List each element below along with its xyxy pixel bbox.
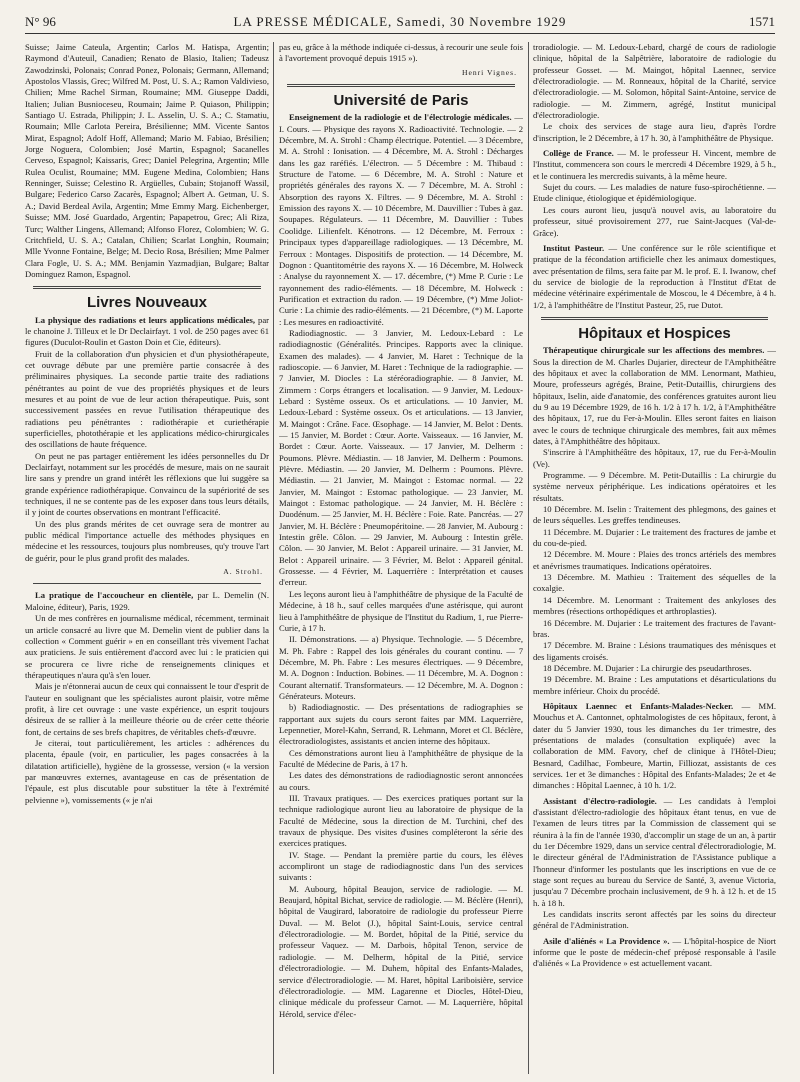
notice-paragraph: Les dates des démonstrations de radiodiagnostic seront annoncées au cours. — [279, 770, 523, 792]
subsection-title: Hôpitaux Laennec et Enfants-Malades-Necker. — [543, 700, 734, 711]
notice-body: — MM. Mouchus et A. Cantonnet, ophtalmologistes de ces hôpitaux, feront, à dater du 5 Janvier 1930, tous les dimanches du 1er trimestre, des présentations de malades (consultation expliquée) avec la collaboration de MM. Favory, chef de clinique à l'Hôtel-Dieu; Besnard, Cadilhac, Fombeure, Martin, Filliozat, assistants de ces services. 1er et 3e dimanches : Hôpital des Enfants-Malades; 2e et 4e dimanches : Hôpital Laennec, à 10 h. 1/2. — [533, 700, 776, 791]
review-paragraph: Je citerai, tout particulièrement, les articles : adhérences du placenta, épaule (voir, en particulier, les pages consacrées à la dilatation artificielle), hygiène de la grossesse, version (« la version par manœuvres externes, avantageuse en cas de présentation de l'épaule, est plus discutable pour substituer la tête à l'extrémité pelvienne »), vomissements (« je n'ai — [25, 737, 269, 805]
notice-body: — M. le professeur H. Vincent, membre de l'Institut, commencera son cours le mercredi 4 Décembre 1929, à 5 h., et le continuera les mercredis suivants, à la même heure. — [533, 148, 776, 181]
column-divider — [273, 42, 274, 1074]
course-schedule: — I. Cours. — Physique des rayons X. Radioactivité. Technologie. — 2 Décembre, M. A. Strohl : Champ électrique. Potentiel. — 3 Décembre, M. A. Strohl : Ionisation. — 4 Décembre, M. A. Strohl : Décharges dans les gaz raréfiés. L'électron. — 5 Décembre : M. Thibaud : Structure de l'atome. — 6 Décembre, M. A. Strohl : Nature et propriétés générales des rayons X. — 7 Décembre, M. A. Strohl : Absorption des rayons X. Filtres. — 9 Décembre, M. A. Strohl : Emission des rayons X. — 10 Décembre, M. Dauvillier : Tubes à gaz. Soupapes. Régulateurs. — 11 Décembre, M. Dauvillier : Tubes Coolidge. Lilienfelt. Kénotrons. — 12 Décembre, M. Ferroux : Principaux types d'appareillage radiologiques. — 13 Décembre, M. Ferroux : Montages. Dispositifs de protection. — 14 Décembre, M. Dognon : Quantitométrie des rayons X. — 16 Décembre, M. Holweck : Analyse du rayonnement X. — 17. décembre, (*) Mme P. Curie : Le rayonnement des radio-éléments. — 18 Décembre, M. Holweck : Purification et extraction du radon. — 19 Décembre, (*) Mme Joliot-Curie : La chimie des radio-éléments. — 21 Décembre, (*) M. Laporte : Les mesures en radioactivité. — [279, 112, 523, 327]
program-item: 14 Décembre. M. Lenormant : Traitement des ankyloses des membres (résections orthopédiques et arthroplasties). — [533, 594, 776, 617]
notice-paragraph: Le choix des services de stage aura lieu, d'après l'ordre d'inscription, le 2 Décembre, à 17 h. 30, à l'amphithéâtre de Physique. — [533, 121, 776, 143]
course-schedule: Radiodiagnostic. — 3 Janvier, M. Ledoux-Lebard : Le radiodiagnostic (Généralités. Principes. Rapports avec la clinique. Examen des malades). — 4 Janvier, M. Haret : Technique de la radioscopie. — 6 Janvier, M. Haret : Technique de la radiographie. — 7 Janvier, M. Diocles : La stéréoradiographie. — 8 Janvier, M. Zimmern : Corps étrangers et localisation. — 9 Janvier, M. Ledoux-Lebard : Système osseux. Os et articulations. — 10 Janvier, M. Ledoux-Lebard : Système osseux. Os et articulations. — 13 Janvier, M. Maingot : Crâne. Face. Œsophage. — 14 Janvier, M. Belot : Dents. — 15 Janvier, M. Bordet : Cœur. Aorte. Vaisseaux. — 16 Janvier, M. Bordet : Cœur. Aorte. Vaisseaux. — 17 Janvier, M. Delherm : Poumons. Plèvre. Médiastin. — 18 Janvier, M. Delherm : Poumons. Plèvre. Médiastin. — 20 Janvier, M. Delherm : Poumons. Plèvre. Médiastin. — 21 Janvier, M. Maingot : Estomac normal. — 22 Janvier, M. Maingot : Estomac pathologique. — 23 Janvier, M. Maingot : Estomac pathologique. — 24 Janvier, M. H. Béclère : Duodénum. — 25 Janvier, M. H. Béclère : Foie. Rate. Pancréas. — 27 Janvier, M. H. Béclère : Pneumopéritoine. — 28 Janvier, M. Aubourg : Intestin grêle. Côlon. — 29 Janvier, M. Aubourg : Intestin grêle. Côlon. — 30 Janvier, M. Belot : Appareil urinaire. — 31 Janvier, M. Belot : Appareil urinaire. — 3 Février, M. Belot : Appareil génital. Grossesse. — 4 Février, M. Laquerrière : Interprétation et causes d'erreur. — [279, 327, 523, 588]
program-item: 18 Décembre. M. Dujarier : La chirurgie des pseudarthroses. — [543, 662, 752, 673]
page-header — [0, 0, 800, 40]
book-reference: par le chanoine J. Tilleux et le Dr Declairfayt. 1 vol. de 250 pages avec 61 figures (Duculot-Roulin et Gaston Doin et Cie, éditeurs). — [25, 314, 269, 348]
review-paragraph: Fruit de la collaboration d'un physicien et d'un physiothérapeute, cet ouvrage débute par une première partie consacrée à des préliminaires physiques. La seconde partie traite des radiations pénétrantes au point de vue des propriétés physiques et de leurs mesures et au point de vue de leur action thérapeutique. Puis, sont successivement passées en revue l'utilisation thérapeutique des radiations peu pénétrantes : radiothérapie et curiethérapie superficielles, photothérapie et les applications médico-chirurgicales des oscillations de haute fréquence. — [25, 348, 269, 450]
subsection-title: Collège de France. — [543, 148, 614, 159]
program-item: 16 Décembre. M. Dujarier : Le traitement des fractures de l'avant-bras. — [533, 617, 776, 639]
subsection-title: Thérapeutique chirurgicale sur les affections des membres. — [543, 345, 765, 356]
notice-paragraph: Les cours auront lieu, jusqu'à nouvel avis, au laboratoire du professeur, situé provisoirement 277, rue Saint-Jacques (Val-de-Grâce). — [533, 204, 776, 238]
notice-paragraph: III. Travaux pratiques. — Des exercices pratiques portant sur la technique radiologique auront lieu au laboratoire de physique de la Faculté de Médecine, sous la direction de M. Turchini, chef des travaux de physique. Des visites d'usines compléteront la série des exercices pratiques. — [279, 793, 523, 849]
notice-paragraph: S'inscrire à l'Amphithéâtre des hôpitaux, 17, rue du Fer-à-Moulin (Ve). — [533, 447, 776, 469]
book-reference: par L. Demelin (N. Maloine, éditeur), Paris, 1929. — [25, 590, 269, 612]
notice-paragraph: IV. Stage. — Pendant la première partie du cours, les élèves accompliront un stage de radiodiagnostic dans l'un des services suivants : — [279, 849, 523, 883]
issue-number: N° 96 — [25, 14, 56, 29]
notice-paragraph: Les candidats inscrits seront affectés par les soins du directeur général de l'Administration. — [533, 909, 776, 931]
notice-paragraph: b) Radiodiagnostic. — Des présentations de radiographies se rapportant aux sujets du cours seront faites par MM. Laquerrière, Lepennetier, Morel-Kahn, Serrand, R. Lehmann, Moret et Cl. Béclère, électroradiologistes, assistants et ancien interne des hôpitaux. — [279, 702, 523, 747]
section-rule — [33, 286, 261, 289]
header-rule — [25, 33, 775, 34]
notice-paragraph: Ces démonstrations auront lieu à l'amphithéâtre de physique de la Faculté de Médecine de Paris, à 17 h. — [279, 747, 523, 769]
subsection-title: Assistant d'électro-radiologie. — [543, 795, 657, 806]
section-title-hopitaux: Hôpitaux et Hospices — [578, 324, 731, 342]
page-number: 1571 — [749, 14, 775, 29]
book-title: La physique des radiations et leurs applications médicales, — [35, 314, 256, 325]
services-list: M. Aubourg, hôpital Beaujon, service de radiologie. — M. Beaujard, hôpital Bichat, service de radiologie. — M. Béclère (Henri), hôpital de Vaugirard, laboratoire de radiologie du professeur Pierre Duval. — M. Belot (J.), hôpital Saint-Louis, service central d'électroradiologie. — M. Bordet, hôpital de la Pitié, service du professeur Vaquez. — M. Darbois, hôpital Tenon, service de radiologie. — M. Delherm, hôpital de la Pitié, service d'électroradiologie. — M. Duhem, hôpital des Enfants-Malades, service d'électroradiologie. — M. Haret, hôpital Lariboisière, service d'électroradiologie. — MM. Lagarenne et Diocles, Hôtel-Dieu, clinique médicale du professeur Carnot. — M. Laquerrière, hôpital Hérold, service d'élec- — [279, 883, 523, 1019]
program-intro: Programme. — 9 Décembre. M. Petit-Dutaillis : La chirurgie du système nerveux périphérique. Les indications opératoires et les résultats. — [533, 470, 776, 503]
section-rule — [287, 84, 515, 87]
review-paragraph: Un de mes confrères en journalisme médical, récemment, terminait un article consacré au livre que M. Demelin vient de publier dans la collection « Comment guérir » en en conseillant très vivement l'achat aux praticiens. Je suis entièrement d'accord avec lui : le praticien qui se procurera ce livre riche de renseignements cliniques et thérapeutiques n'aura qu'à s'en louer. — [25, 613, 269, 680]
notice-body: — Une conférence sur le rôle scientifique et pratique de la fécondation artificielle chez les animaux domestiques, avec présentation de films, sera faite par M. le prof. E. I. Iwanow, chef du service de biologie de la reproduction à l'Institut d'Etat de médecine vétérinaire expérimentale de Moscou, le 4 Décembre, à 4 h. 1/2, à l'amphithéâtre de l'Institut Pasteur, 25, rue Dutot. — [533, 242, 776, 310]
program-item: 19 Décembre. M. Braine : Les amputations et désarticulations du membre inférieur. Choix du procédé. — [533, 674, 776, 696]
journal-title: LA PRESSE MÉDICALE, Samedi, 30 Novembre 1929 — [233, 14, 567, 29]
column-1 — [25, 42, 269, 1074]
graduates-list: Suisse; Jaime Cateula, Argentin; Carlos M. Hatispa, Argentin; Raymond d'Auteuil, Canadien; Renato de Blasio, Italien; Tadeusz Zawodzinski, Polonais; Conrad Ponez, Polonais; Germann, Allemand; Apostolos Vlassis, Grec; Wilfred M. Post, U. S. A.; Ramon Valdivieso, Chilien; Mme Rachel Sirman, Roumaine; MM. Giuseppe Daddi, Italien; Julian Busnioceseu, Roumain; Jaime P. Quiason, Philippin; Santiago U. Estrada, Philippin; J. L. Asselin, U. S. A.; C. Stamatiu, Roumain; Mlle Carlota Pereira, Brésilienne; MM. Vicente Santos Mirat, Espagnol; Adolf Hoff, Allemand; Mario M. Fabiao, Brésilien; Jorge Noguera, Colombien; José Martin, Espagnol; Sacanelles Cerveso, Espagnol; Kaissaris, Grec; Daniel Pelegrina, Argentin; Mlle Rulea Oculist, Roumaine; MM. Eugene Medina, Colombien; Hans Renninger, Suisse; Celestino R. Argüelles, Cubain; Stojanoff Wassil, Bulgare; Federico Carso Zacarès, Espagnol; Albert A. Getman, U. S. A.; David Berdeal Avila, Argentin; Mme Emmy Marg. Eichenberger, Suisse; MM. José Guardado, Argentin; Papapetrou, Grec; Ali Riza, Turc; Walther Lingens, Allemand; Alfonso Florez, Colombien; W. G. Critchfield, U. S. A.; Catalan, Chilien; Scarlat Longhin, Roumain; Mlle Yvonne Fontaine, Belge; M. Decio Rosa, Brésilien; Mme Palmer Clara Fogle, U. S. A.; MM. Benjamin Yazmadjian, Bulgare; Baltar Dominguez Ramon, Espagnol. — [25, 42, 269, 279]
notice-paragraph: II. Démonstrations. — a) Physique. Technologie. — 5 Décembre, M. Ph. Fabre : Rappel des lois générales du courant continu. — 7 Décembre, M. Ph. Fabre : Les mesures électriques. — 9 Décembre, M. A. Dognon : Induction. Bobines. — 11 Décembre, M. A. Dognon : Courant alternatif. Transformateurs. — 12 Décembre, M. A. Dognon : Générateurs. Moteurs. — [279, 634, 523, 701]
program-item: 11 Décembre. M. Dujarier : Le traitement des fractures de jambe et du cou-de-pied. — [533, 526, 776, 549]
subsection-title: Enseignement de la radiologie et de l'électrologie médicales. — [289, 112, 512, 123]
program-item: 12 Décembre. M. Moure : Plaies des troncs artériels des membres et anévrismes traumatiques. Indications opératoires. — [533, 549, 776, 571]
review-signature: A. Strohl. — [223, 567, 263, 577]
column-2 — [279, 42, 523, 1074]
subsection-title: Institut Pasteur. — [543, 242, 605, 253]
notice-body: — Les candidats à l'emploi d'assistant d'électro-radiologie des hôpitaux étant tenus, en vue de l'examen de leurs titres par la Commission de classement qui se réunira à la fin de l'année 1930, d'accomplir un stage de un an, à partir du 1er Décembre 1929, dans un service central d'électroradiologie, M. le directeur général de l'Administration de l'Assistance publique a l'honneur d'informer les postulants que les inscriptions en vue de ce stage sont reçues au bureau du Service de Santé, 3, avenue Victoria, jusqu'au 7 Décembre prochain inclusivement, de 9 h. à 12 h. et de 15 h. à 18 h. — [533, 795, 776, 908]
review-continuation: pas eu, grâce à la méthode indiquée ci-dessus, à recourir une seule fois à l'avortement provoqué depuis 1915 »). — [279, 42, 523, 64]
section-title-livres: Livres Nouveaux — [86, 294, 208, 312]
review-signature: Henri Vignes. — [461, 67, 517, 77]
program-item: 13 Décembre. M. Mathieu : Traitement des séquelles de la coxalgie. — [533, 572, 776, 594]
column-divider — [528, 42, 529, 1074]
book-title: La pratique de l'accoucheur en clientèle, — [35, 590, 194, 601]
column-3 — [533, 42, 776, 1074]
services-list: troradiologie. — M. Ledoux-Lebard, chargé de cours de radiologie clinique, hôpital de la Salpêtrière, laboratoire de radiologie du professeur Gosset. — M. Maingot, hôpital Laennec, service d'électroradiologie. — M. Ronneaux, hôpital de la Charité, service d'électroradiologie. — M. Solomon, hôpital Saint-Antoine, service de radiologie. — M. Zimmern, agrégé, Institut municipal d'électroradiologie. — [533, 42, 776, 121]
notice-paragraph: Les leçons auront lieu à l'amphithéâtre de physique de la Faculté de Médecine, à 18 h., sauf celles marquées d'une astérisque, qui auront lieu à l'amphithéâtre de physique de l'Institut du Radium, 1, rue Pierre-Curie, à 17 h. — [279, 588, 523, 633]
subsection-title: Asile d'aliénés « La Providence ». — [543, 935, 670, 946]
review-paragraph: Un des plus grands mérites de cet ouvrage sera de montrer au public médical l'importance actuelle des méthodes physiques en médecine et les ressources, toujours plus nombreuses, qu'y trouve l'art de guérir, pour le plus grand profit des malades. — [25, 518, 269, 563]
notice-paragraph: Sujet du cours. — Les maladies de nature fuso-spirochétienne. — Etude clinique, étiologique et épidémiologique. — [533, 182, 776, 204]
section-title-universite: Université de Paris — [333, 92, 469, 110]
section-rule — [541, 317, 768, 320]
review-paragraph: Mais je n'étonnerai aucun de ceux qui connaissent le tour d'esprit de l'auteur en soulignant que les spécialistes auront plaisir, votre même profit, à lire cet ouvrage : une vaste expérience, un esprit toujours désireux de se rallier à la meilleure théorie ou de créer cette théorie font, de certains de ses brefs chapitres, de véritables chefs-d'œuvre. — [25, 681, 269, 737]
notice-body: — Sous la direction de M. Charles Dujarier, directeur de l'Amphithéâtre des hôpitaux et avec la collaboration de MM. Lenormant, Mathieu, Moure, professeurs agrégés, Braine, Petit-Dutaillis, chirurgiens des hôpitaux, Iselin, aide d'anatomie, des conférences gratuites auront lieu du 9 au 19 Décembre 1929, de 16 h. 1/2 à 17 h. 1/2, à l'Amphithéâtre des hôpitaux, 17, rue du Fer-à-Moulin. Elles seront faites en liaison avec le cours de technique chirurgicale des membres, fait aux mêmes dates, à l'Amphithéâtre des hôpitaux. — [533, 345, 776, 446]
review-paragraph: On peut ne pas partager entièrement les idées personnelles du Dr Declairfayt, notamment sur les procédés de mesure, mais on ne saurait lire sans y prendre un grand intérêt les réflexions que lui suggère sa grande expérience radiothérapique. Convaincu de la supériorité de ses techniques, il ne se contente pas de les exposer dans tous leurs détails, il y joint de courtes observations en montrant l'efficacité. — [25, 450, 269, 518]
program-item: 17 Décembre. M. Braine : Lésions traumatiques des ménisques et des ligaments croisés. — [533, 640, 776, 662]
notice-body: — L'hôpital-hospice de Niort informe que le poste de médecin-chef préposé responsable à l'asile d'aliénés « La Providence » est actuellement vacant. — [533, 935, 776, 969]
program-item: 10 Décembre. M. Iselin : Traitement des phlegmons, des gaines et de leurs séquelles. Les greffes tendineuses. — [533, 504, 776, 526]
separator — [33, 583, 261, 584]
